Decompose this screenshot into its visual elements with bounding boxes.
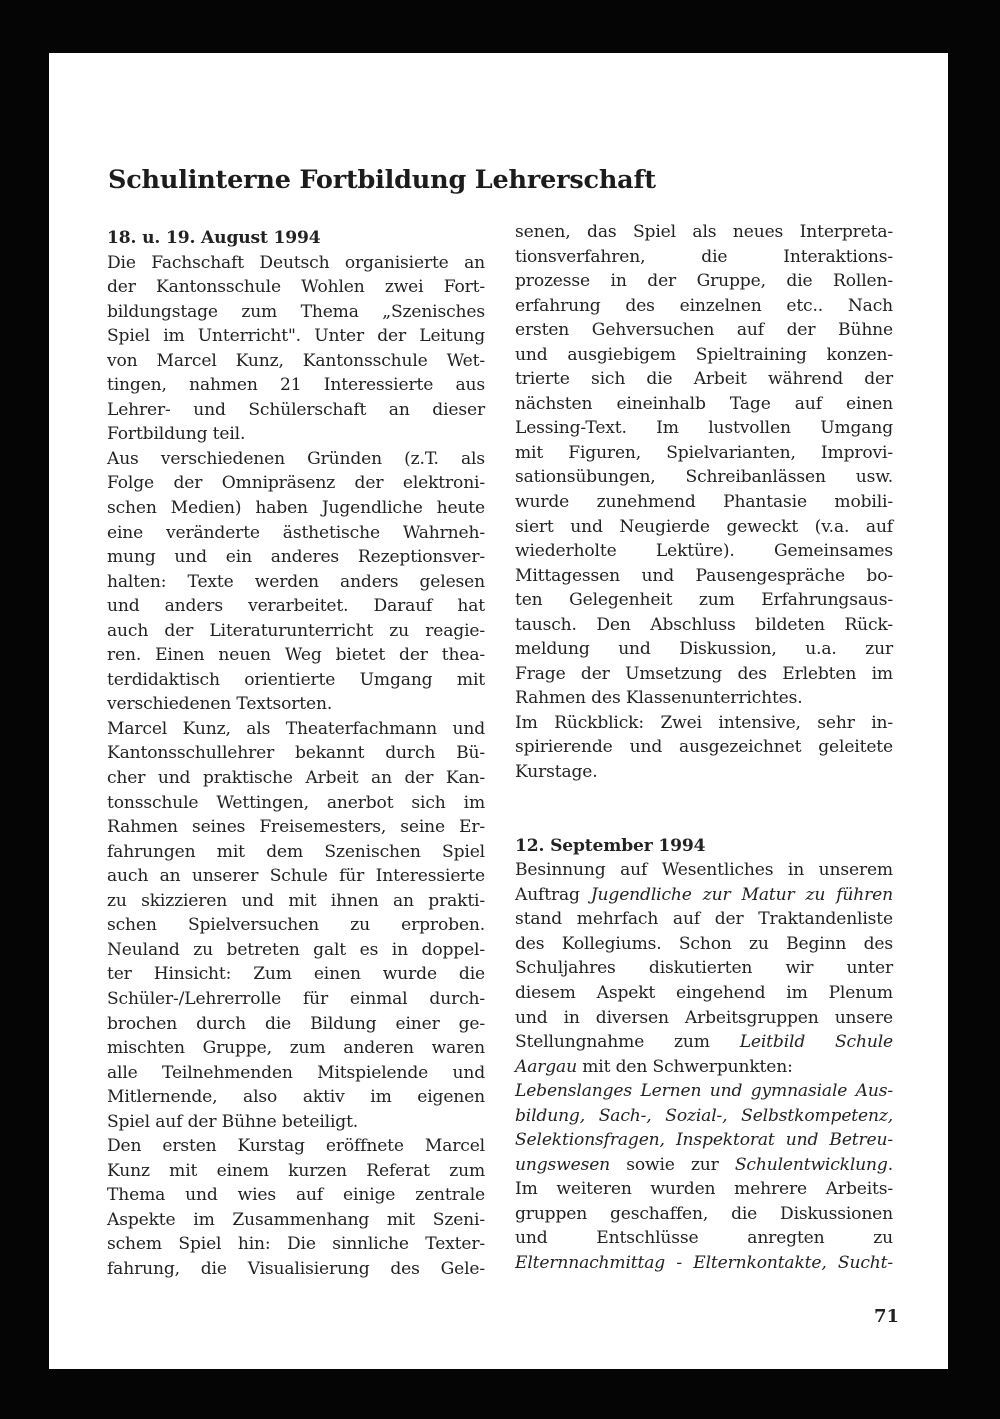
text-line (515, 1104, 893, 1129)
page-number: 71 (874, 1306, 900, 1327)
text-line: mit Figuren, Spielvarianten, Improvi- (515, 442, 893, 463)
emphasized-text: Aargau (515, 1056, 577, 1077)
emphasized-text: ungswesen (515, 1154, 611, 1175)
text-line: Die Fachschaft Deutsch organisierte an (107, 252, 485, 273)
text-segment: mit den Schwerpunkten: (576, 1056, 793, 1077)
text-line: ersten Gehversuchen auf der Bühne (515, 320, 893, 341)
text-line: der Kantonsschule Wohlen zwei Fort- (107, 277, 485, 298)
text-line: diesem Aspekt eingehend im Plenum (515, 982, 893, 1003)
text-line (515, 1079, 893, 1104)
text-line: Kantonsschullehrer bekannt durch Bü- (107, 743, 485, 764)
text-line: auch an unserer Schule für Interessierte (107, 866, 485, 887)
text-line: schen Medien) haben Jugendliche heute (107, 498, 485, 519)
text-line: nächsten eineinhalb Tage auf einen (515, 393, 893, 414)
text-line: Neuland zu betreten galt es in doppel- (107, 939, 485, 960)
text-line: von Marcel Kunz, Kantonsschule Wet- (107, 350, 485, 371)
spacer (515, 809, 893, 834)
text-line: Folge der Omnipräsenz der elektroni- (107, 473, 485, 494)
text-line: spirierende und ausgezeichnet geleitete (515, 737, 893, 758)
page-title: Schulinterne Fortbildung Lehrerschaft (108, 165, 656, 195)
text-line: eine veränderte ästhetische Wahrneh- (107, 522, 485, 543)
text-line (515, 1030, 893, 1055)
text-line: erfahrung des einzelnen etc.. Nach (515, 295, 893, 316)
text-line: zu skizzieren und mit ihnen an prakti- (107, 890, 485, 911)
text-line: schen Spielversuchen zu erproben. (107, 915, 485, 936)
text-line: Kunz mit einem kurzen Referat zum (107, 1160, 485, 1181)
emphasized-text: Selektionsfragen, Inspektorat und Betreu- (515, 1130, 893, 1151)
text-line: Mitlernende, also aktiv im eigenen (107, 1087, 485, 1108)
text-line: stand mehrfach auf der Traktandenliste (515, 909, 893, 930)
text-segment: sowie zur (610, 1154, 735, 1175)
emphasized-text: Elternnachmittag - Elternkontakte, Sucht- (515, 1252, 893, 1273)
text-line: tonsschule Wettingen, anerbot sich im (107, 792, 485, 813)
text-line: wiederholte Lektüre). Gemeinsames (515, 541, 893, 562)
text-line: gruppen geschaffen, die Diskussionen (515, 1203, 893, 1224)
text-line: Im Rückblick: Zwei intensive, sehr in- (515, 712, 893, 733)
section-heading: 18. u. 19. August 1994 (107, 228, 321, 248)
text-line: tionsverfahren, die Interaktions- (515, 246, 893, 267)
text-line: alle Teilnehmenden Mitspielende und (107, 1062, 485, 1083)
text-line: mischten Gruppe, zum anderen waren (107, 1038, 485, 1059)
text-line: Kurstage. (515, 762, 598, 783)
text-line: ten Gelegenheit zum Erfahrungsaus- (515, 590, 893, 611)
emphasized-text: Jugendliche zur Matur zu führen (590, 884, 893, 905)
text-line: Im weiteren wurden mehrere Arbeits- (515, 1179, 893, 1200)
text-line: brochen durch die Bildung einer ge- (107, 1013, 485, 1034)
text-line (515, 1055, 893, 1080)
text-line: Fortbildung teil. (107, 424, 246, 445)
text-line: Besinnung auf Wesentliches in unserem (515, 860, 893, 881)
text-line: und ausgiebigem Spieltraining konzen- (515, 344, 893, 365)
emphasized-text: Lebenslanges Lernen und gymnasiale Aus- (515, 1081, 893, 1102)
text-line: fahrung, die Visualisierung des Gele- (107, 1258, 485, 1279)
document-page (49, 53, 948, 1369)
left-text-column (107, 226, 485, 1282)
text-line (515, 1128, 893, 1153)
text-segment: Auftrag (515, 884, 591, 905)
text-line: trierte sich die Arbeit während der (515, 369, 893, 390)
text-segment: . (887, 1154, 893, 1175)
text-line: Marcel Kunz, als Theaterfachmann und (107, 718, 485, 739)
text-line: cher und praktische Arbeit an der Kan- (107, 768, 485, 789)
text-line: Spiel auf der Bühne beteiligt. (107, 1111, 359, 1132)
text-line: Aspekte im Zusammenhang mit Szeni- (107, 1209, 485, 1230)
text-line (515, 1251, 893, 1276)
right-text-column (515, 220, 893, 1276)
spacer (515, 785, 893, 810)
text-line: terdidaktisch orientierte Umgang mit (107, 669, 485, 690)
emphasized-text: bildung, Sach-, Sozial-, Selbstkompetenz, (515, 1105, 893, 1126)
text-line: Aus verschiedenen Gründen (z.T. als (107, 448, 485, 469)
text-line: Lehrer- und Schülerschaft an dieser (107, 399, 485, 420)
text-line: bildungstage zum Thema „Szenisches (107, 301, 485, 322)
text-line: Lessing-Text. Im lustvollen Umgang (515, 418, 893, 439)
text-line: tausch. Den Abschluss bildeten Rück- (515, 614, 893, 635)
text-segment: Stellungnahme zum (515, 1032, 740, 1053)
text-line: Rahmen seines Freisemesters, seine Er- (107, 817, 485, 838)
text-line: senen, das Spiel als neues Interpreta- (515, 222, 893, 242)
text-line: ter Hinsicht: Zum einen wurde die (107, 964, 485, 985)
text-line: Frage der Umsetzung des Erlebten im (515, 663, 893, 684)
text-line: auch der Literaturunterricht zu reagie- (107, 620, 485, 641)
text-line: wurde zunehmend Phantasie mobili- (515, 492, 893, 513)
text-line: des Kollegiums. Schon zu Beginn des (515, 933, 893, 954)
text-line: und anders verarbeitet. Darauf hat (107, 596, 485, 617)
text-line: sationsübungen, Schreibanlässen usw. (515, 467, 893, 488)
emphasized-text: Leitbild Schule (739, 1032, 893, 1053)
text-line: Thema und wies auf einige zentrale (107, 1185, 485, 1206)
text-line: Den ersten Kurstag eröffnete Marcel (107, 1136, 485, 1157)
text-line (515, 883, 893, 908)
emphasized-text: Schulentwicklung (734, 1154, 888, 1175)
text-line: fahrungen mit dem Szenischen Spiel (107, 841, 485, 862)
text-line: halten: Texte werden anders gelesen (107, 571, 485, 592)
text-line: meldung und Diskussion, u.a. zur (515, 639, 893, 660)
text-line: Spiel im Unterricht". Unter der Leitung (107, 326, 485, 347)
text-line: siert und Neugierde geweckt (v.a. auf (515, 516, 893, 537)
text-line: Mittagessen und Pausengespräche bo- (515, 565, 893, 586)
text-line: Rahmen des Klassenunterrichtes. (515, 688, 803, 709)
text-line: ren. Einen neuen Weg bietet der thea- (107, 645, 485, 666)
text-line: Schüler-/Lehrerrolle für einmal durch- (107, 988, 485, 1009)
text-line: mung und ein anderes Rezeptionsver- (107, 547, 485, 568)
text-line (515, 1153, 893, 1178)
text-line: Schuljahres diskutierten wir unter (515, 958, 893, 979)
section-heading: 12. September 1994 (515, 835, 706, 856)
text-line: tingen, nahmen 21 Interessierte aus (107, 375, 485, 396)
text-line: verschiedenen Textsorten. (107, 694, 333, 715)
text-line: und in diversen Arbeitsgruppen unsere (515, 1007, 893, 1028)
text-line: prozesse in der Gruppe, die Rollen- (515, 271, 893, 292)
text-line: schem Spiel hin: Die sinnliche Texter- (107, 1234, 485, 1255)
text-line: und Entschlüsse anregten zu (515, 1228, 893, 1249)
